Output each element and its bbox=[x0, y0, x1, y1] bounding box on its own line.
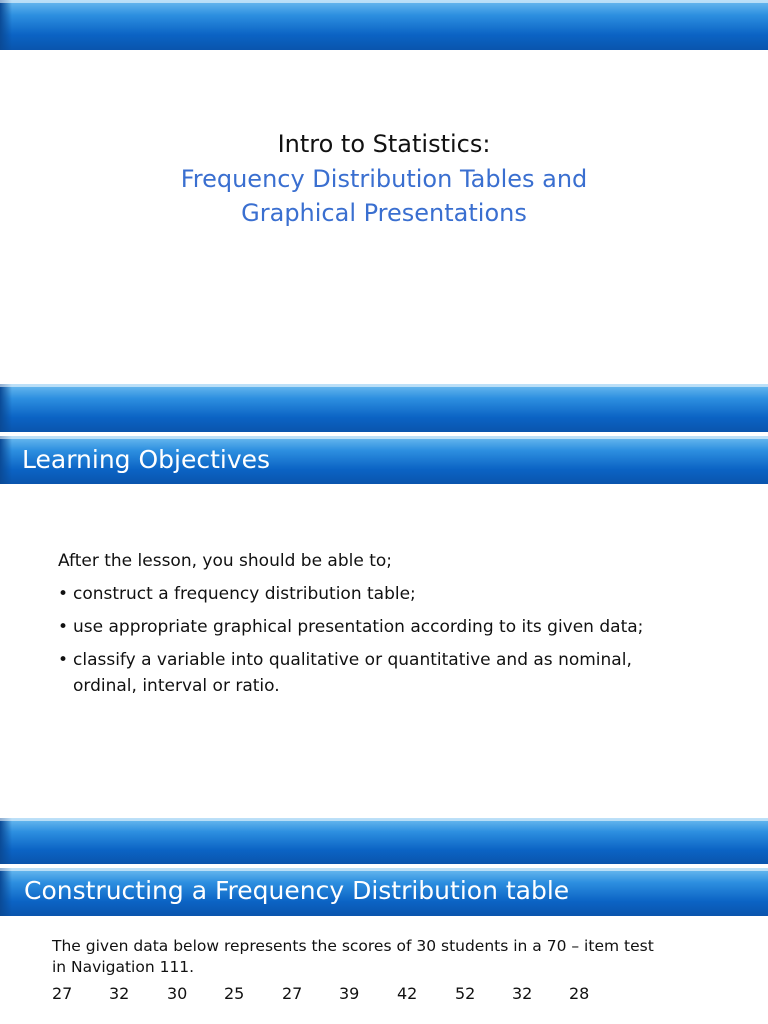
objective-text: construct a frequency distribution table; bbox=[73, 584, 416, 604]
slide3-top-banner bbox=[0, 818, 768, 864]
score-value: 39 bbox=[339, 984, 360, 1003]
slide1-top-banner bbox=[0, 0, 768, 50]
score-value: 28 bbox=[569, 984, 590, 1003]
slide3-heading-banner bbox=[0, 868, 768, 916]
objectives-intro: After the lesson, you should be able to; bbox=[58, 551, 393, 571]
data-description-line2: in Navigation 111. bbox=[52, 958, 195, 976]
objective-item bbox=[58, 581, 416, 607]
objective-item-continuation: ordinal, interval or ratio. bbox=[73, 676, 280, 696]
score-value: 30 bbox=[167, 984, 188, 1003]
score-value: 32 bbox=[512, 984, 533, 1003]
bullet-glyph: • bbox=[58, 650, 69, 670]
bullet-glyph: • bbox=[58, 584, 69, 604]
score-value: 52 bbox=[455, 984, 476, 1003]
slide1-subtitle-line1: Frequency Distribution Tables and bbox=[180, 165, 588, 193]
objective-item bbox=[58, 614, 643, 640]
score-value: 27 bbox=[52, 984, 73, 1003]
objective-item bbox=[58, 647, 632, 673]
slide1-subtitle-line2: Graphical Presentations bbox=[241, 199, 527, 227]
slide3-heading: Constructing a Frequency Distribution table bbox=[24, 876, 570, 905]
score-value: 32 bbox=[109, 984, 130, 1003]
score-value: 42 bbox=[397, 984, 418, 1003]
bullet-glyph: • bbox=[58, 617, 69, 637]
slide2-heading: Learning Objectives bbox=[22, 445, 271, 474]
slide2-top-banner bbox=[0, 384, 768, 432]
slide2-heading-banner bbox=[0, 436, 768, 484]
slide1-title-line1: Intro to Statistics: bbox=[277, 130, 491, 158]
objective-text: classify a variable into qualitative or quantitative and as nominal, bbox=[73, 650, 632, 670]
score-value: 27 bbox=[282, 984, 303, 1003]
data-description-line1: The given data below represents the scores of 30 students in a 70 – item test bbox=[52, 937, 654, 955]
objective-text: use appropriate graphical presentation according to its given data; bbox=[73, 617, 644, 637]
score-value: 25 bbox=[224, 984, 245, 1003]
